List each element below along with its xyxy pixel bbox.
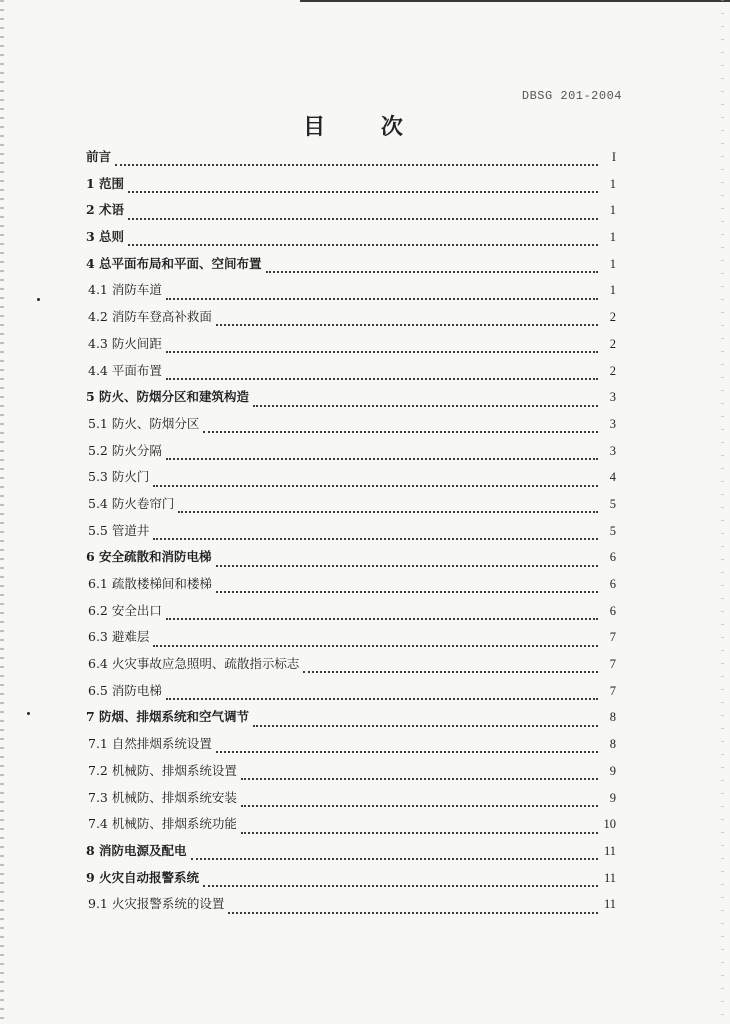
toc-entry-label: 5.4 防火卷帘门 (88, 495, 175, 511)
toc-dot-leader (241, 776, 598, 780)
toc-dot-leader (128, 216, 598, 220)
toc-dot-leader (216, 563, 598, 567)
toc-entry (86, 414, 616, 441)
toc-dot-leader (191, 856, 598, 860)
standard-code: DBSG 201-2004 (521, 89, 622, 103)
toc-entry-label: 5.2 防火分隔 (88, 442, 162, 458)
toc-entry (86, 387, 616, 414)
toc-entry (86, 761, 616, 788)
toc-entry-label: 4.2 消防车登高补救面 (88, 309, 212, 325)
toc-entry-label: 7.2 机械防、排烟系统设置 (88, 762, 237, 778)
toc-dot-leader (153, 643, 598, 647)
toc-entry-page: 3 (609, 416, 616, 431)
toc-dot-leader (166, 376, 598, 380)
toc-dot-leader (153, 536, 598, 540)
toc-entry (86, 494, 616, 521)
toc-entry-label: 5.1 防火、防烟分区 (88, 415, 200, 431)
toc-entry-page: 1 (609, 256, 616, 271)
toc-entry-page: 8 (609, 710, 616, 725)
toc-dot-leader (166, 696, 598, 700)
toc-entry-page: 1 (609, 176, 616, 191)
toc-entry-page: 3 (609, 443, 616, 458)
toc-entry (86, 547, 616, 574)
toc-entry (86, 788, 616, 815)
toc-entry-page: 6 (609, 577, 616, 591)
toc-entry-label: 7.3 机械防、排烟系统安装 (88, 789, 237, 805)
toc-entry-page: 1 (609, 203, 616, 218)
toc-dot-leader (266, 269, 598, 273)
toc-entry-page: 9 (609, 790, 616, 805)
toc-entry-label: 6 安全疏散和消防电梯 (86, 549, 212, 565)
toc-entry-page: I (611, 150, 616, 164)
toc-dot-leader (253, 723, 598, 727)
toc-entry (86, 254, 616, 281)
toc-entry (86, 200, 616, 227)
toc-entry-page: 11 (603, 870, 616, 885)
toc-entry-page: 11 (603, 843, 616, 858)
scan-edge-left (0, 0, 4, 1024)
toc-entry-label: 6.1 疏散楼梯间和楼梯 (88, 576, 212, 591)
toc-entry (86, 361, 616, 388)
toc-entry-label: 4.1 消防车道 (88, 282, 162, 298)
toc-entry-label: 9 火灾自动报警系统 (86, 869, 200, 885)
toc-entry-page: 7 (609, 630, 616, 645)
toc-entry-label: 7.4 机械防、排烟系统功能 (88, 816, 237, 832)
toc-entry (86, 227, 616, 254)
toc-entry-page: 6 (609, 550, 616, 565)
toc-entry (86, 467, 616, 494)
toc-dot-leader (216, 589, 598, 593)
page-title: 目 次 (303, 114, 427, 140)
toc-dot-leader (166, 616, 598, 620)
toc-dot-leader (216, 749, 598, 753)
toc-dot-leader (203, 883, 598, 887)
toc-dot-leader (166, 296, 598, 300)
toc-dot-leader (178, 509, 598, 513)
toc-dot-leader (216, 322, 598, 326)
toc-entry (86, 574, 616, 601)
toc-entry-page: 2 (609, 363, 616, 378)
toc-entry-label: 5 防火、防烟分区和建筑构造 (86, 389, 250, 405)
toc-entry (86, 654, 616, 681)
table-of-contents (86, 147, 616, 921)
toc-entry-label: 6.3 避难层 (88, 629, 150, 645)
toc-dot-leader (303, 669, 598, 673)
toc-dot-leader (153, 483, 598, 487)
toc-entry-label: 9.1 火灾报警系统的设置 (88, 896, 225, 912)
toc-entry-page: 2 (609, 310, 616, 325)
toc-entry-label: 8 消防电源及配电 (86, 842, 187, 858)
toc-entry (86, 681, 616, 708)
toc-entry (86, 894, 616, 921)
toc-entry-label: 1 范围 (86, 175, 125, 191)
toc-entry-label: 4.3 防火间距 (88, 335, 162, 351)
toc-entry-label: 4 总平面布局和平面、空间布置 (86, 255, 262, 271)
toc-entry-page: 2 (609, 336, 616, 351)
toc-entry (86, 841, 616, 868)
toc-entry-page: 6 (609, 603, 616, 618)
toc-entry-page: 1 (609, 283, 616, 298)
toc-dot-leader (115, 162, 598, 166)
toc-entry (86, 734, 616, 761)
toc-entry (86, 521, 616, 548)
toc-dot-leader (241, 830, 598, 834)
toc-entry-page: 1 (609, 230, 616, 245)
toc-entry-label: 2 术语 (86, 202, 125, 218)
toc-entry (86, 174, 616, 201)
toc-entry-label: 7 防烟、排烟系统和空气调节 (86, 709, 250, 725)
toc-dot-leader (241, 803, 598, 807)
toc-dot-leader (128, 189, 598, 193)
scan-speck (27, 712, 30, 715)
toc-entry (86, 441, 616, 468)
toc-entry-page: 8 (609, 737, 616, 752)
scan-edge-right (721, 0, 724, 1024)
scan-border-top (300, 0, 730, 2)
toc-entry-label: 5.3 防火门 (88, 469, 150, 485)
toc-dot-leader (203, 429, 598, 433)
toc-entry-label: 前言 (86, 149, 112, 164)
toc-entry-label: 6.2 安全出口 (88, 602, 162, 618)
toc-entry (86, 707, 616, 734)
toc-entry-page: 5 (609, 496, 616, 511)
toc-dot-leader (166, 456, 598, 460)
toc-entry-page: 4 (609, 470, 616, 485)
toc-entry-label: 6.5 消防电梯 (88, 682, 162, 698)
toc-entry (86, 280, 616, 307)
toc-entry-page: 9 (609, 763, 616, 778)
toc-entry-page: 7 (609, 683, 616, 698)
toc-entry-label: 7.1 自然排烟系统设置 (88, 736, 212, 752)
toc-entry-label: 3 总则 (86, 229, 125, 245)
toc-entry-label: 4.4 平面布置 (88, 362, 162, 378)
toc-entry-page: 11 (603, 897, 616, 912)
toc-entry-page: 7 (609, 657, 616, 672)
toc-entry-page: 5 (609, 523, 616, 538)
toc-entry-label: 5.5 管道井 (88, 522, 150, 538)
toc-entry-page: 10 (603, 817, 616, 832)
toc-entry (86, 334, 616, 361)
toc-entry-page: 3 (609, 390, 616, 405)
toc-dot-leader (166, 349, 598, 353)
toc-dot-leader (228, 910, 598, 914)
toc-entry (86, 868, 616, 895)
toc-entry (86, 307, 616, 334)
toc-entry (86, 627, 616, 654)
toc-dot-leader (128, 242, 598, 246)
scan-speck (37, 298, 40, 301)
toc-entry (86, 147, 616, 174)
toc-dot-leader (253, 403, 598, 407)
toc-entry (86, 601, 616, 628)
toc-entry-label: 6.4 火灾事故应急照明、疏散指示标志 (88, 656, 300, 672)
toc-entry (86, 814, 616, 841)
